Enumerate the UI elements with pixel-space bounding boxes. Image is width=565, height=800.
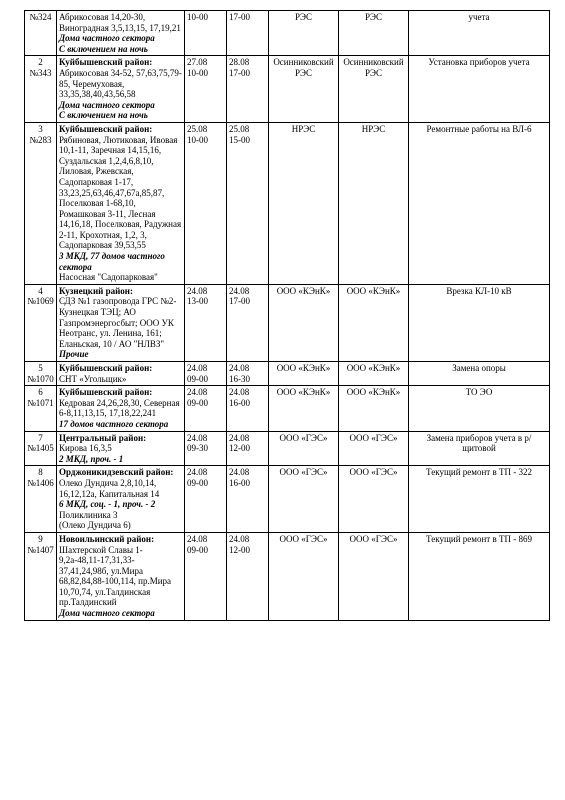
organization: ООО «ГЭС» <box>279 533 328 544</box>
district-name: Кузнецкий район: <box>59 285 133 296</box>
start-cell <box>185 466 227 533</box>
table-row <box>25 431 550 466</box>
request-id: №343 <box>29 67 52 78</box>
work-cell <box>409 386 550 431</box>
work-cell <box>409 431 550 466</box>
work-cell <box>409 532 550 620</box>
address-text: Олеко Дундича 2,8,10,14, 16,12,12а, Капитальная 14 <box>59 477 160 499</box>
end-time: 16-00 <box>229 477 250 488</box>
end-date: 28.08 <box>229 57 250 68</box>
row-number: 4 <box>38 285 43 296</box>
end-date: 24.08 <box>229 285 250 296</box>
address-note: 2 МКД, проч. - 1 <box>59 453 124 464</box>
address-text: Абрикосовая 14,20-30, Виноградная 3,5,13,15, 17,19,21 <box>59 12 181 33</box>
responsible-organization: РЭС <box>365 12 382 22</box>
organization-cell <box>269 122 339 284</box>
responsible-organization: ООО «КЭнК» <box>346 363 401 373</box>
organization-cell <box>269 386 339 431</box>
organization-cell <box>269 532 339 620</box>
address-cell <box>57 362 185 386</box>
address-note: Прочие <box>59 349 89 360</box>
work-cell <box>409 466 550 533</box>
end-cell <box>227 284 269 361</box>
organization-cell <box>269 11 339 56</box>
work-description: Текущий ремонт в ТП - 869 <box>426 533 532 544</box>
address-text: СДЗ №1 газопровода ГРС №2-Кузнецкая ТЭЦ; АО Газпромэнергосбыт; ООО УК Неотранс, ул. Ленина, 161; Еланьская, 10 / АО "НЛВЗ" <box>59 296 177 349</box>
end-cell <box>227 431 269 466</box>
organization-cell <box>269 466 339 533</box>
address-cell <box>57 386 185 431</box>
request-id: №324 <box>29 12 52 22</box>
start-cell <box>185 362 227 386</box>
address-cell <box>57 532 185 620</box>
address-cell <box>57 11 185 56</box>
start-time: 10-00 <box>187 12 208 22</box>
request-id: №1071 <box>27 397 54 408</box>
address-cell <box>57 122 185 284</box>
request-id: №283 <box>29 134 52 145</box>
organization: ООО «КЭнК» <box>276 387 331 398</box>
end-date: 24.08 <box>229 533 250 544</box>
start-time: 09-30 <box>187 443 208 454</box>
request-id: №1405 <box>27 443 54 454</box>
row-number-cell <box>25 56 57 123</box>
work-description: Замена опоры <box>452 363 506 373</box>
row-number: 6 <box>38 387 43 398</box>
end-cell <box>227 122 269 284</box>
end-cell <box>227 362 269 386</box>
organization: Осинниковский РЭС <box>273 57 334 78</box>
request-id: №1069 <box>27 296 54 307</box>
end-date: 24.08 <box>229 387 250 398</box>
start-cell <box>185 11 227 56</box>
address-note: Дома частного сектора <box>59 33 155 44</box>
row-number-cell <box>25 362 57 386</box>
district-name: Орджоникидзевский район: <box>59 467 174 478</box>
end-time: 17-00 <box>229 67 250 78</box>
start-date: 24.08 <box>187 533 208 544</box>
request-id: №1406 <box>27 477 54 488</box>
table-body <box>25 11 550 621</box>
row-number: 3 <box>38 123 43 134</box>
work-description: ТО ЭО <box>465 387 493 398</box>
end-time: 15-00 <box>229 134 250 145</box>
district-name: Куйбышевский район: <box>59 387 153 398</box>
district-name: Центральный район: <box>59 432 147 443</box>
organization-cell <box>269 284 339 361</box>
responsible-cell <box>339 466 409 533</box>
responsible-organization: Осинниковский РЭС <box>343 57 404 78</box>
row-number-cell <box>25 431 57 466</box>
work-description: учета <box>468 12 490 22</box>
responsible-organization: ООО «ГЭС» <box>349 432 398 443</box>
district-name: Куйбышевский район: <box>59 123 153 134</box>
responsible-cell <box>339 532 409 620</box>
work-description: Ремонтные работы на ВЛ-6 <box>426 123 532 134</box>
end-time: 17-00 <box>229 12 250 22</box>
end-time: 12-00 <box>229 443 250 454</box>
start-cell <box>185 284 227 361</box>
table-row <box>25 56 550 123</box>
work-cell <box>409 362 550 386</box>
start-cell <box>185 122 227 284</box>
address-text: Рябиновая, Лютиковая, Ивовая 10,1-11, Заречная 14,15,16, Суздальская 1,2,4,6,8,10, Лиловая, Ржевская, Садопарковая 1-17, 33,23,25,63,46,47,67а,85,87, Поселковая 1-68,10, Ромашковая 3-11, Лесная 14,16,18, Поселковая, Радужная 2-11, Крохотная, 1,2, 3, Садопарковая 39,53,55 <box>59 134 182 251</box>
end-date: 24.08 <box>229 467 250 478</box>
start-date: 27.08 <box>187 57 208 68</box>
end-cell <box>227 466 269 533</box>
request-id: №1407 <box>27 544 54 555</box>
responsible-cell <box>339 284 409 361</box>
address-text: Поликлиника 3 <box>59 509 118 520</box>
row-number: 8 <box>38 467 43 478</box>
start-cell <box>185 532 227 620</box>
work-cell <box>409 11 550 56</box>
work-description: Замена приборов учета в р/щитовой <box>426 432 532 454</box>
work-cell <box>409 284 550 361</box>
organization: НРЭС <box>291 123 316 134</box>
address-note: С включением на ночь <box>59 43 148 54</box>
address-cell <box>57 284 185 361</box>
end-cell <box>227 386 269 431</box>
end-time: 12-00 <box>229 544 250 555</box>
address-note: 3 МКД, 77 домов частного сектора <box>59 251 165 272</box>
row-number: 5 <box>38 363 43 373</box>
district-name: Новоильинский район: <box>59 533 155 544</box>
responsible-cell <box>339 362 409 386</box>
end-date: 25.08 <box>229 123 250 134</box>
start-time: 09-00 <box>187 477 208 488</box>
end-time: 17-00 <box>229 296 250 307</box>
responsible-cell <box>339 56 409 123</box>
start-date: 24.08 <box>187 467 208 478</box>
responsible-organization: ООО «КЭнК» <box>346 285 401 296</box>
table-row <box>25 284 550 361</box>
start-date: 24.08 <box>187 387 208 398</box>
responsible-organization: ООО «ГЭС» <box>349 467 398 478</box>
end-date: 24.08 <box>229 363 250 373</box>
responsible-organization: ООО «ГЭС» <box>349 533 398 544</box>
work-cell <box>409 122 550 284</box>
address-cell <box>57 431 185 466</box>
row-number-cell <box>25 386 57 431</box>
work-description: Текущий ремонт в ТП - 322 <box>426 467 532 478</box>
organization-cell <box>269 56 339 123</box>
organization: ООО «КЭнК» <box>276 285 331 296</box>
table-row <box>25 386 550 431</box>
start-time: 09-00 <box>187 373 208 384</box>
end-cell <box>227 11 269 56</box>
responsible-cell <box>339 122 409 284</box>
address-text: Насосная "Садопарковая" <box>59 272 158 283</box>
end-time: 16-00 <box>229 397 250 408</box>
table-row <box>25 532 550 620</box>
start-cell <box>185 431 227 466</box>
address-text: СНТ «Угольщик» <box>59 373 127 384</box>
table-row <box>25 362 550 386</box>
start-date: 24.08 <box>187 285 208 296</box>
address-text: Кирова 16,3,5 <box>59 443 112 454</box>
start-cell <box>185 56 227 123</box>
address-text: Шахтерской Славы 1-9,2а-48,11-17,31,33-37,41,24,98б, ул.Мира 68,82,84,88-100,114, пр.Мира 10,70,74, ул.Талдинская пр.Талдинский <box>59 544 172 608</box>
work-description: Установка приборов учета <box>428 57 530 68</box>
row-number: 7 <box>38 432 43 443</box>
organization: ООО «ГЭС» <box>279 432 328 443</box>
address-text: Кедровая 24,26,28,30, Северная 6-8,11,13,15, 17,18,22,241 <box>59 397 180 419</box>
row-number: 9 <box>38 533 43 544</box>
row-number-cell <box>25 11 57 56</box>
start-time: 10-00 <box>187 67 208 78</box>
table-row <box>25 122 550 284</box>
organization: ООО «КЭнК» <box>276 363 331 373</box>
responsible-cell <box>339 431 409 466</box>
row-number-cell <box>25 122 57 284</box>
responsible-cell <box>339 386 409 431</box>
start-date: 25.08 <box>187 123 208 134</box>
district-name: Куйбышевский район: <box>59 363 153 373</box>
end-cell <box>227 532 269 620</box>
end-time: 16-30 <box>229 373 250 384</box>
start-time: 10-00 <box>187 134 208 145</box>
end-cell <box>227 56 269 123</box>
row-number-cell <box>25 532 57 620</box>
table-row <box>25 11 550 56</box>
row-number-cell <box>25 466 57 533</box>
row-number-cell <box>25 284 57 361</box>
responsible-organization: ООО «КЭнК» <box>346 387 401 398</box>
address-note: 6 МКД, соц. - 1, проч. - 2 <box>59 499 156 510</box>
address-cell <box>57 466 185 533</box>
address-cell <box>57 56 185 123</box>
responsible-organization: НРЭС <box>361 123 386 134</box>
start-date: 24.08 <box>187 363 208 373</box>
address-note: С включением на ночь <box>59 110 148 121</box>
address-text: (Олеко Дундича 6) <box>59 520 131 531</box>
organization-cell <box>269 431 339 466</box>
outage-schedule-table <box>24 10 550 621</box>
table-row <box>25 466 550 533</box>
work-cell <box>409 56 550 123</box>
address-note: Дома частного сектора <box>59 99 155 110</box>
request-id: №1070 <box>27 373 54 384</box>
organization: РЭС <box>295 12 312 22</box>
district-name: Куйбышевский район: <box>59 57 153 68</box>
work-description: Врезка КЛ-10 кВ <box>446 285 512 296</box>
address-text: Абрикосовая 34-52, 57,63,75,79-85, Черемуховая, 33,35,38,40,43,56,58 <box>59 67 182 100</box>
row-number: 2 <box>38 57 43 68</box>
address-note: Дома частного сектора <box>59 608 155 619</box>
start-time: 09-00 <box>187 397 208 408</box>
start-cell <box>185 386 227 431</box>
address-note: 17 домов частного сектора <box>59 418 169 429</box>
responsible-cell <box>339 11 409 56</box>
organization-cell <box>269 362 339 386</box>
start-time: 13-00 <box>187 296 208 307</box>
start-date: 24.08 <box>187 432 208 443</box>
start-time: 09-00 <box>187 544 208 555</box>
end-date: 24.08 <box>229 432 250 443</box>
organization: ООО «ГЭС» <box>279 467 328 478</box>
